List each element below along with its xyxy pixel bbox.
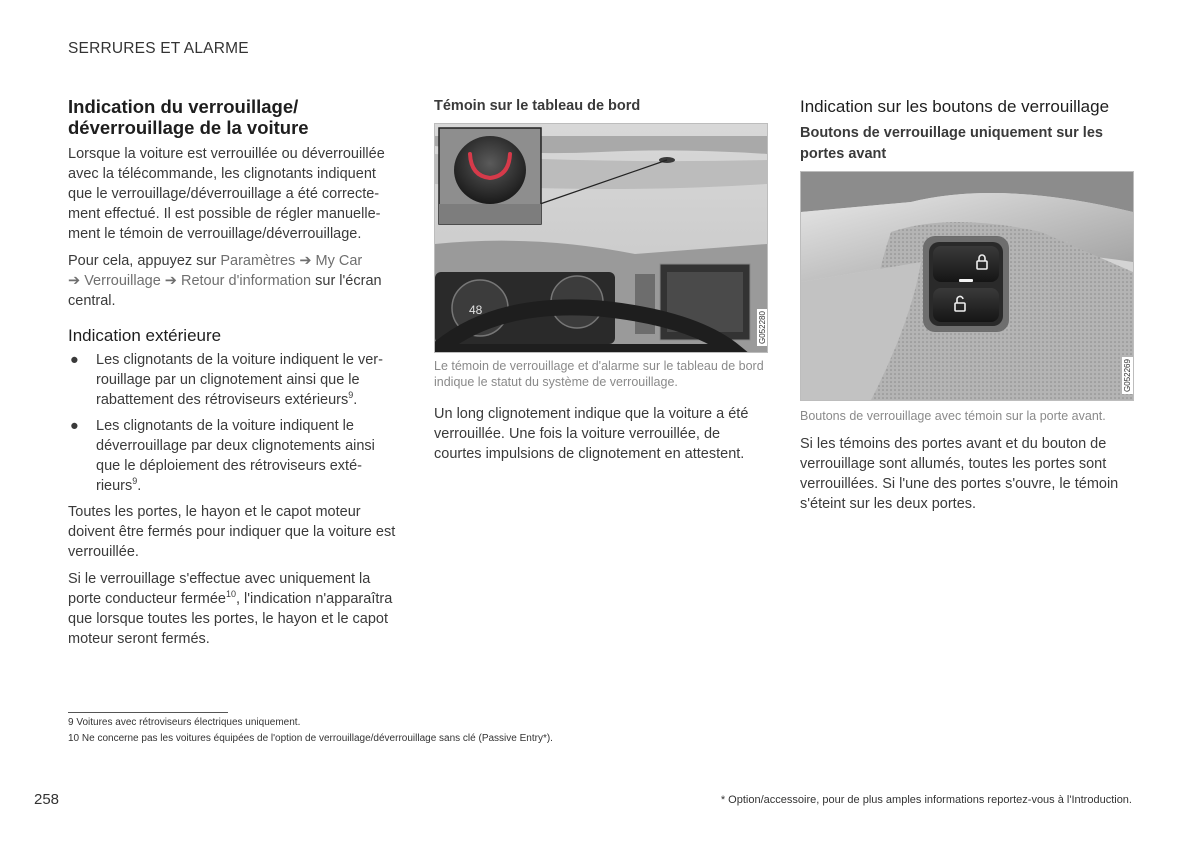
intro-paragraph: Lorsque la voiture est verrouillée ou déverrouillée avec la télécommande, les clignotants indiquent que le verrouillage/déverrouillage a été correctement effectué. Il est possible de régler manuellement le témoin de verrouillage/déverrouillage. bbox=[68, 146, 385, 242]
dashboard-illustration bbox=[435, 124, 767, 352]
arrow-right-icon: ➔ bbox=[299, 253, 312, 269]
path-tail: sur l'écran central. bbox=[68, 273, 382, 309]
arrow-right-icon: ➔ bbox=[164, 273, 177, 289]
buttons-title: Indication sur les boutons de verrouillage bbox=[800, 97, 1110, 116]
footnote-9: 9 Voitures avec rétroviseurs électriques uniquement. bbox=[68, 717, 301, 728]
path-lead: Pour cela, appuyez sur bbox=[68, 253, 217, 269]
bullet-list bbox=[68, 350, 401, 496]
column-right bbox=[800, 96, 1134, 521]
page-number: 258 bbox=[34, 791, 60, 808]
figure-code: G052280 bbox=[758, 311, 767, 344]
figure-code: G052269 bbox=[1123, 359, 1132, 392]
dashboard-caption: Le témoin de verrouillage et d'alarme sur le tableau de bord indique le statut du système de verrouillage. bbox=[434, 359, 764, 389]
dashboard-photo bbox=[434, 123, 768, 353]
buttons-subheading: Boutons de verrouillage uniquement sur les portes avant bbox=[800, 125, 1103, 162]
column-middle bbox=[434, 96, 768, 471]
option-note: * Option/accessoire, pour de plus amples informations reportez-vous à l'Introduction. bbox=[720, 794, 1132, 806]
column-left bbox=[68, 96, 401, 656]
list-item: ● Les clignotants de la voiture indiquent le verrouillage par un clignotement ainsi que le rabattement des rétroviseurs extérieurs$^9$. bbox=[70, 352, 383, 408]
settings-path-paragraph bbox=[68, 251, 401, 311]
speed-readout: 48 bbox=[469, 303, 483, 317]
buttons-caption: Boutons de verrouillage avec témoin sur la porte avant. bbox=[800, 409, 1106, 423]
dashboard-body: Un long clignotement indique que la voiture a été verrouillée. Une fois la voiture verrouillée, de courtes impulsions de clignotement en attestent. bbox=[434, 406, 749, 462]
running-head: SERRURES ET ALARME bbox=[68, 40, 249, 57]
bullet-icon: ● bbox=[70, 418, 79, 434]
menu-path-retour-information: Retour d'information bbox=[180, 273, 312, 289]
buttons-body: Si les témoins des portes avant et du bouton de verrouillage sont allumés, toutes les portes sont verrouillées. Si l'une des portes s'ouvre, le témoin s'éteint sur les deux portes. bbox=[800, 436, 1119, 512]
footnote-10: 10 Ne concerne pas les voitures équipées de l'option de verrouillage/déverrouillage sans clé (Passive Entry*). bbox=[68, 733, 553, 744]
subsection-title: Indication extérieure bbox=[68, 326, 222, 345]
menu-path-verrouillage: Verrouillage bbox=[84, 273, 161, 289]
footnote-divider bbox=[68, 712, 228, 713]
footnote-ref: 9 bbox=[132, 476, 138, 487]
menu-path-my-car: My Car bbox=[315, 253, 363, 269]
arrow-right-icon: ➔ bbox=[68, 273, 81, 289]
door-buttons-photo bbox=[800, 171, 1134, 401]
closed-doors-paragraph: Toutes les portes, le hayon et le capot moteur doivent être fermés pour indiquer que la voiture est verrouillée. bbox=[68, 504, 396, 560]
section-title: Indication du verrouillage/ déverrouillage de la voiture bbox=[68, 96, 309, 138]
footnote-ref: 10 bbox=[225, 589, 236, 600]
door-illustration bbox=[801, 172, 1133, 400]
bullet-icon: ● bbox=[70, 352, 79, 368]
menu-path-parametres: Paramètres bbox=[220, 253, 296, 269]
dashboard-heading: Témoin sur le tableau de bord bbox=[434, 98, 641, 114]
driver-door-paragraph: Si le verrouillage s'effectue avec uniquement la porte conducteur fermée$^{10}$, l'indication n'apparaîtra que lorsque toutes les portes, le hayon et le capot moteur seront fermés. bbox=[68, 571, 393, 647]
footnote-ref: 9 bbox=[348, 390, 354, 401]
list-item: ● Les clignotants de la voiture indiquent le déverrouillage par deux clignotements ainsi que le déploiement des rétroviseurs extérieurs$^9$. bbox=[70, 418, 375, 494]
